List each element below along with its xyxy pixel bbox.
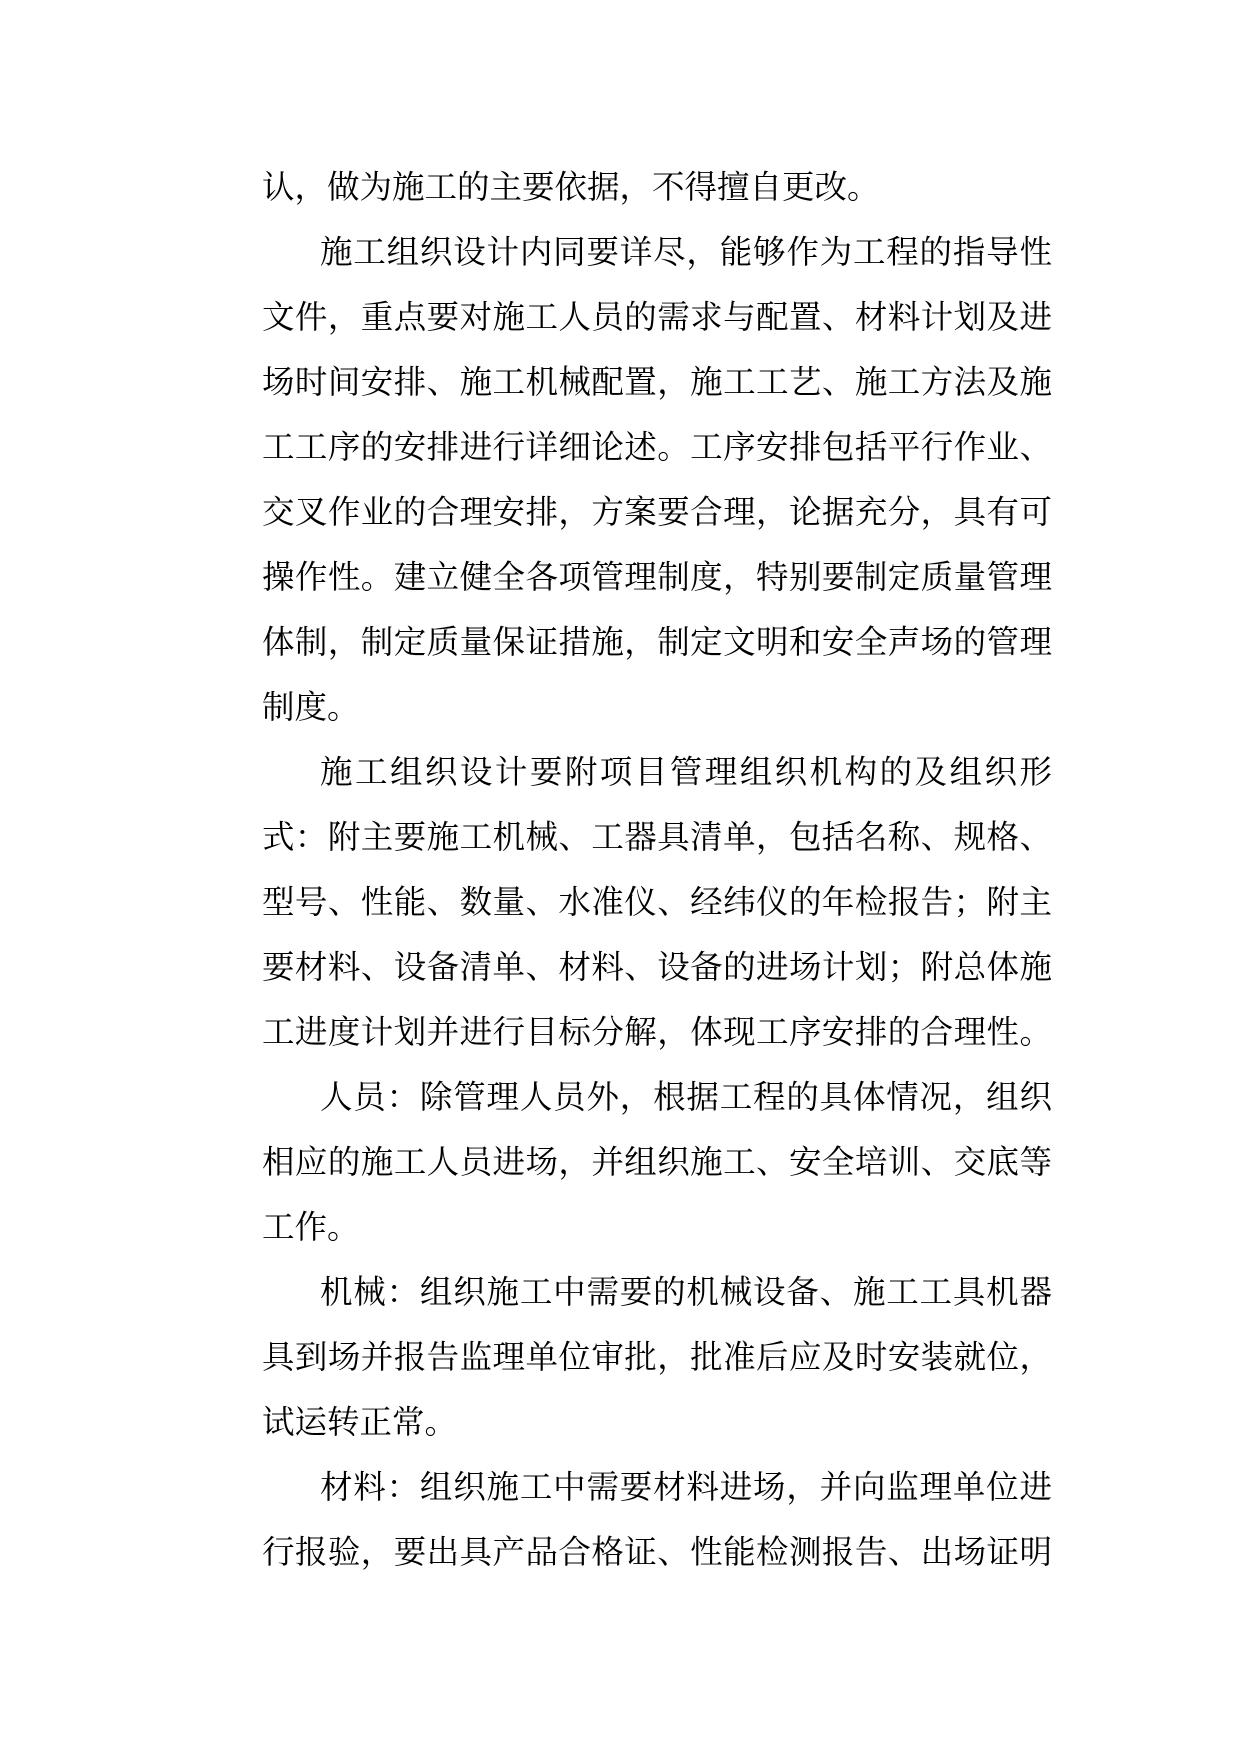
text-line: 场时间安排、施工机械配置，施工工艺、施工方法及施	[262, 363, 1052, 401]
text-line: 制度。	[262, 688, 360, 726]
text-line: 施工组织设计要附项目管理组织机构的及组织形	[320, 753, 1052, 791]
text-line: 行报验，要出具产品合格证、性能检测报告、出场证明	[262, 1533, 1052, 1571]
text-line: 具到场并报告监理单位审批，批准后应及时安装就位，	[262, 1338, 1052, 1376]
text-line: 交叉作业的合理安排，方案要合理，论据充分，具有可	[262, 493, 1052, 531]
text-line: 试运转正常。	[262, 1403, 458, 1441]
text-line: 体制，制定质量保证措施，制定文明和安全声场的管理	[262, 623, 1052, 661]
text-line: 施工组织设计内同要详尽，能够作为工程的指导性	[320, 233, 1052, 271]
text-line: 机械：组织施工中需要的机械设备、施工工具机器	[320, 1273, 1052, 1311]
text-line: 工工序的安排进行详细论述。工序安排包括平行作业、	[262, 428, 1052, 466]
text-line: 式：附主要施工机械、工器具清单，包括名称、规格、	[262, 818, 1052, 856]
text-line: 工进度计划并进行目标分解，体现工序安排的合理性。	[262, 1013, 1052, 1051]
text-line: 型号、性能、数量、水准仪、经纬仪的年检报告；附主	[262, 883, 1052, 921]
document-body	[262, 155, 1052, 1585]
text-line: 文件，重点要对施工人员的需求与配置、材料计划及进	[262, 298, 1052, 336]
text-line: 材料：组织施工中需要材料进场，并向监理单位进	[320, 1468, 1052, 1506]
text-line: 相应的施工人员进场，并组织施工、安全培训、交底等	[262, 1143, 1052, 1181]
text-line: 要材料、设备清单、材料、设备的进场计划；附总体施	[262, 948, 1052, 986]
text-line: 操作性。建立健全各项管理制度，特别要制定质量管理	[262, 558, 1052, 596]
text-line: 工作。	[262, 1208, 360, 1246]
text-line: 认，做为施工的主要依据，不得擅自更改。	[262, 168, 880, 206]
text-line: 人员：除管理人员外，根据工程的具体情况，组织	[320, 1078, 1052, 1116]
